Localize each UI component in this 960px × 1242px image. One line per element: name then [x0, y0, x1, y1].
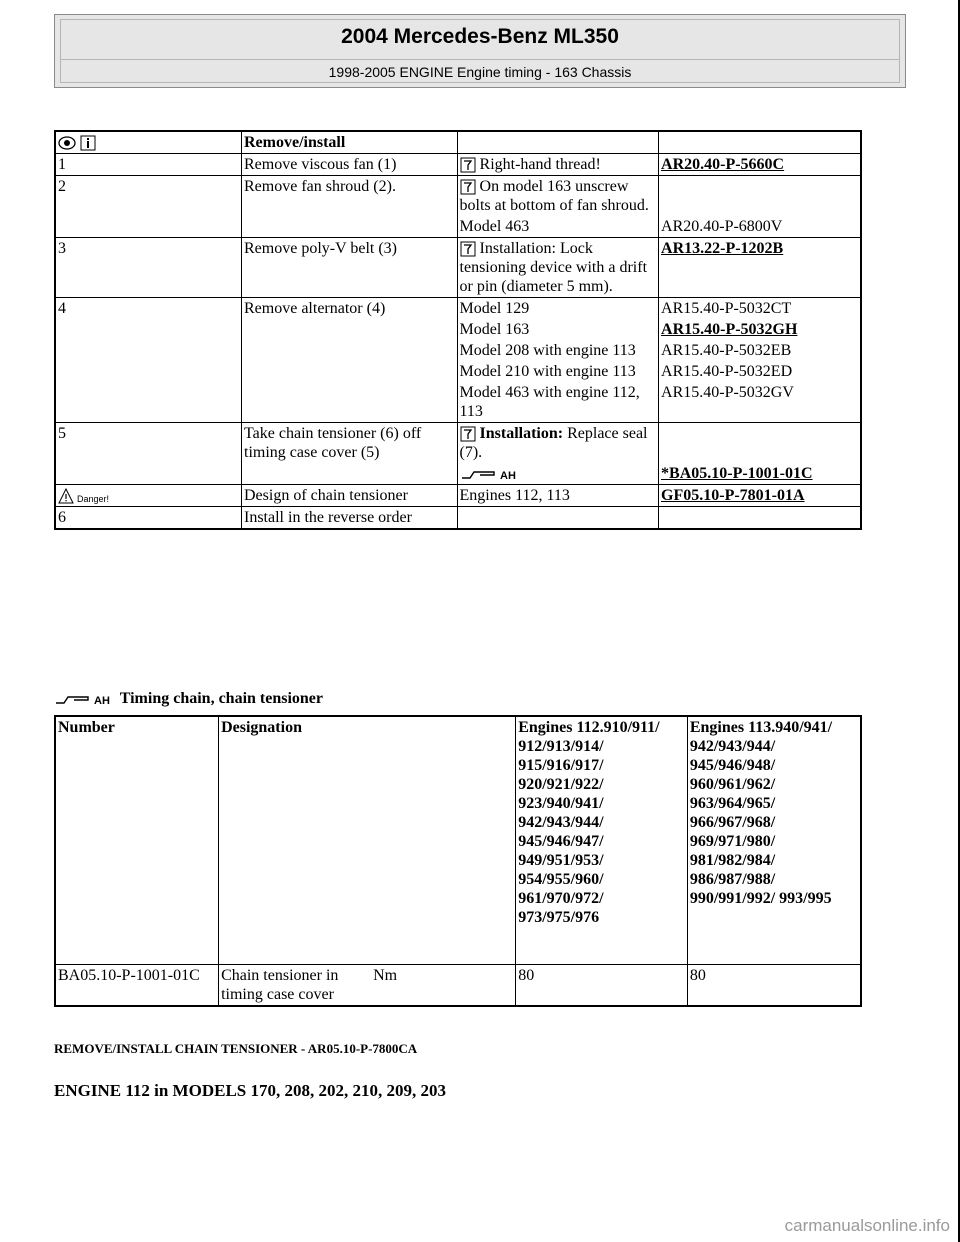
remove-install-table: [54, 130, 862, 530]
table-heading: Remove/install: [242, 131, 458, 154]
table-row: Model 163 AR15.40-P-5032GH: [55, 319, 861, 340]
page-subtitle: 1998-2005 ENGINE Engine timing - 163 Chassis: [61, 59, 899, 80]
pointing-hand-icon: [460, 466, 520, 482]
note-icon: [460, 426, 476, 442]
svg-text:AH: AH: [499, 470, 516, 483]
eye-icon: [58, 135, 76, 151]
table-row: 6 Install in the reverse order: [55, 507, 861, 530]
table-header-row: [55, 131, 861, 154]
page-title: 2004 Mercedes-Benz ML350: [341, 25, 619, 48]
table-row: 2 Remove fan shroud (2). On model 163 unscrew bolts at bottom of fan shroud.: [55, 176, 861, 217]
table-row: Model 463 with engine 112, 113 AR15.40-P-5032GV: [55, 382, 861, 423]
torque-table: [54, 715, 862, 1007]
svg-text:Danger!: Danger!: [77, 494, 110, 505]
table-row: Model 208 with engine 113 AR15.40-P-5032EB: [55, 340, 861, 361]
ref-link[interactable]: AR20.40-P-5660C: [659, 154, 861, 176]
table-row: Danger! Design of chain tensioner Engines 112, 113 GF05.10-P-7801-01A: [55, 485, 861, 507]
ref-link[interactable]: GF05.10-P-7801-01A: [659, 485, 861, 507]
table-row: Model 210 with engine 113 AR15.40-P-5032ED: [55, 361, 861, 382]
section-subheading: ENGINE 112 in MODELS 170, 208, 202, 210, 209, 203: [54, 1081, 446, 1100]
note-icon: [460, 179, 476, 195]
table-row: 5 Take chain tensioner (6) off timing case cover (5) Installation: Replace seal (7).: [55, 423, 861, 464]
ref-link[interactable]: *BA05.10-P-1001-01C: [659, 463, 861, 485]
info-icon: [80, 135, 96, 151]
table-row: Model 463 AR20.40-P-6800V: [55, 216, 861, 238]
section-heading: REMOVE/INSTALL CHAIN TENSIONER - AR05.10-P-7800CA: [54, 1041, 418, 1056]
icon-cell: [55, 131, 242, 154]
table-row: 4 Remove alternator (4) Model 129 AR15.40-P-5032CT: [55, 298, 861, 320]
note-icon: [460, 157, 476, 173]
table-header-row: Number Designation Engines 112.910/911/ 912/913/914/ 915/916/917/ 920/921/922/ 923/940/941/ 942/943/944/ 945/946/947/ 949/951/953/ 954/955/960/ 961/970/972/ 973/975/976 Engines 113.940/941/ 942/943/944/ 945/946/948/ 960/961/962/ 963/964/965/ 966/967/968/ 969/971/980/ 981/982/984/ 986/987/988/ 990/991/992/ 993/995: [55, 716, 861, 965]
pointing-hand-icon: [54, 691, 116, 707]
danger-icon: [58, 487, 126, 505]
table-row: BA05.10-P-1001-01C Chain tensioner in timing case cover Nm 80 80: [55, 965, 861, 1007]
ref-link[interactable]: AR15.40-P-5032GH: [659, 319, 861, 340]
page-header: [54, 14, 906, 88]
ref-link[interactable]: AR13.22-P-1202B: [659, 238, 861, 298]
watermark: carmanualsonline.info: [784, 1216, 950, 1235]
svg-text:AH: AH: [94, 695, 110, 708]
table-row: 3 Remove poly-V belt (3) Installation: Lock tensioning device with a drift or pin (diameter 5 mm). AR13.22-P-1202B: [55, 238, 861, 298]
table-row: 1 Remove viscous fan (1) Right-hand thread! AR20.40-P-5660C: [55, 154, 861, 176]
note-icon: [460, 241, 476, 257]
table-caption: AH Timing chain, chain tensioner: [54, 690, 323, 708]
